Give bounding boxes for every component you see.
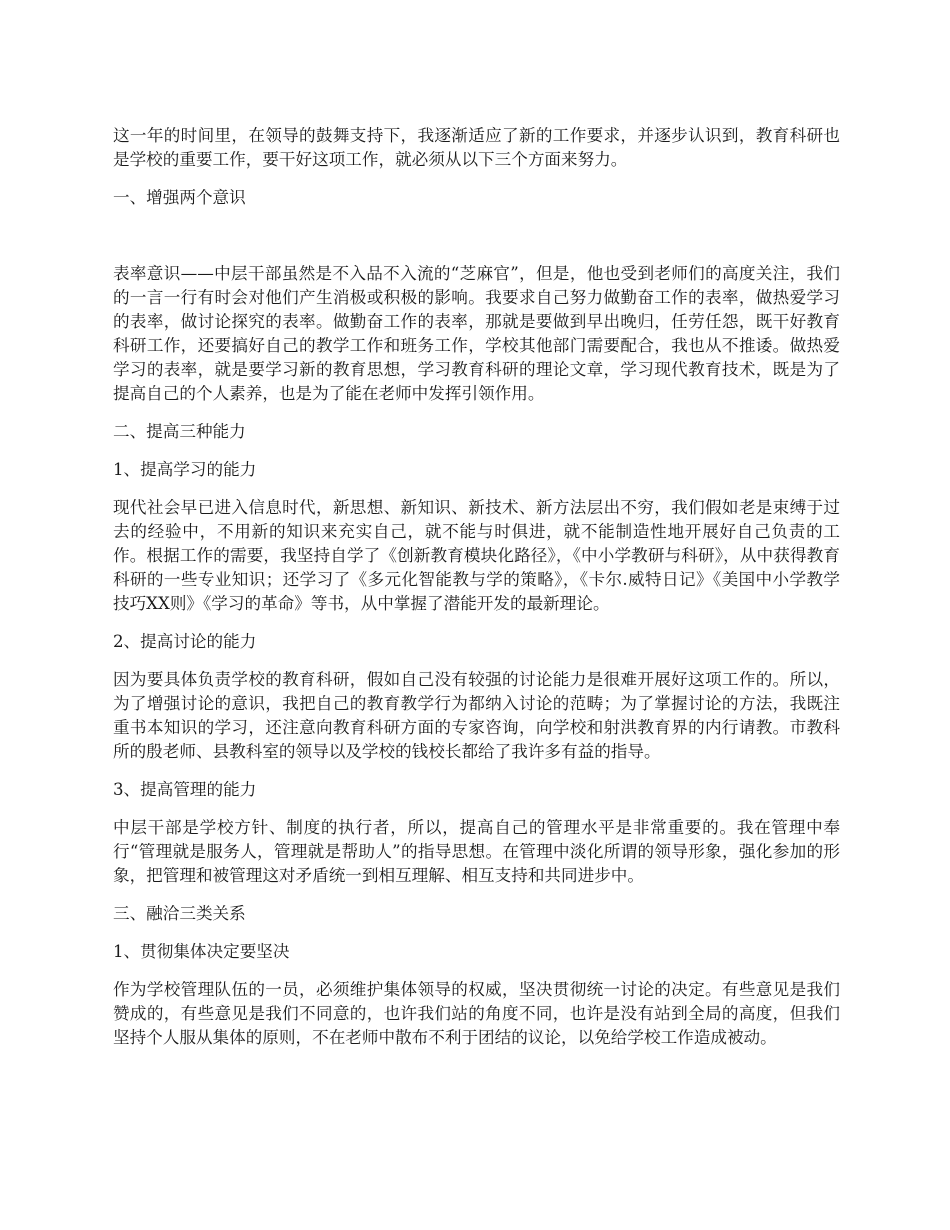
subheading-learning: 1、提高学习的能力	[113, 460, 257, 479]
paragraph-role-model: 表率意识——中层干部虽然是不入品不入流的“芝麻官”，但是，他也受到老师们的高度关注，我们的一言一行有时会对他们产生消极或积极的影响。我要求自己努力做勤奋工作的表率，做热爱学习的表率，做讨论探究的表率。做勤奋工作的表率，那就是要做到早出晚归，任劳任怨，既干好教育科研工作，还要搞好自己的教学工作和班务工作，学校其他部门需要配合，我也从不推诿。做热爱学习的表率，就是要学习新的教育思想，学习教育科研的理论文章，学习现代教育技术，既是为了提高自己的个人素养，也是为了能在老师中发挥引领作用。	[113, 264, 840, 403]
subheading-discussion: 2、提高讨论的能力	[113, 632, 257, 651]
intro-paragraph: 这一年的时间里，在领导的鼓舞支持下，我逐渐适应了新的工作要求，并逐步认识到，教育科研也是学校的重要工作，要干好这项工作，就必须从以下三个方面来努力。	[113, 126, 840, 169]
section-heading-3: 三、融洽三类关系	[113, 904, 246, 923]
document-body	[113, 124, 840, 1064]
paragraph-collective: 作为学校管理队伍的一员，必须维护集体领导的权威，坚决贯彻统一讨论的决定。有些意见是我们赞成的，有些意见是我们不同意的，也许我们站的角度不同，也许是没有站到全局的高度，但我们坚持个人服从集体的原则，不在老师中散布不利于团结的议论，以免给学校工作造成被动。	[113, 980, 840, 1047]
paragraph-management: 中层干部是学校方针、制度的执行者，所以，提高自己的管理水平是非常重要的。我在管理中奉行“管理就是服务人，管理就是帮助人”的指导思想。在管理中淡化所谓的领导形象，强化参加的形象，把管理和被管理这对矛盾统一到相互理解、相互支持和共同进步中。	[113, 818, 840, 885]
section-heading-1: 一、增强两个意识	[113, 188, 246, 207]
paragraph-discussion: 因为要具体负责学校的教育科研，假如自己没有较强的讨论能力是很难开展好这项工作的。所以，为了增强讨论的意识，我把自己的教育教学行为都纳入讨论的范畴；为了掌握讨论的方法，我既注重书本知识的学习，还注意向教育科研方面的专家咨询，向学校和射洪教育界的内行请教。市教科所的殷老师、县教科室的领导以及学校的钱校长都给了我许多有益的指导。	[113, 670, 840, 761]
subheading-management: 3、提高管理的能力	[113, 780, 257, 799]
subheading-collective: 1、贯彻集体决定要坚决	[113, 942, 290, 961]
section-heading-2: 二、提高三种能力	[113, 422, 246, 441]
paragraph-learning: 现代社会早已进入信息时代，新思想、新知识、新技术、新方法层出不穷，我们假如老是束缚于过去的经验中，不用新的知识来充实自己，就不能与时俱进，就不能制造性地开展好自己负责的工作。根据工作的需要，我坚持自学了《创新教育模块化路径》，《中小学教研与科研》，从中获得教育科研的一些专业知识；还学习了《多元化智能教与学的策略》，《卡尔.威特日记》《美国中小学教学技巧XX则》《学习的革命》等书，从中掌握了潜能开发的最新理论。	[113, 498, 840, 613]
